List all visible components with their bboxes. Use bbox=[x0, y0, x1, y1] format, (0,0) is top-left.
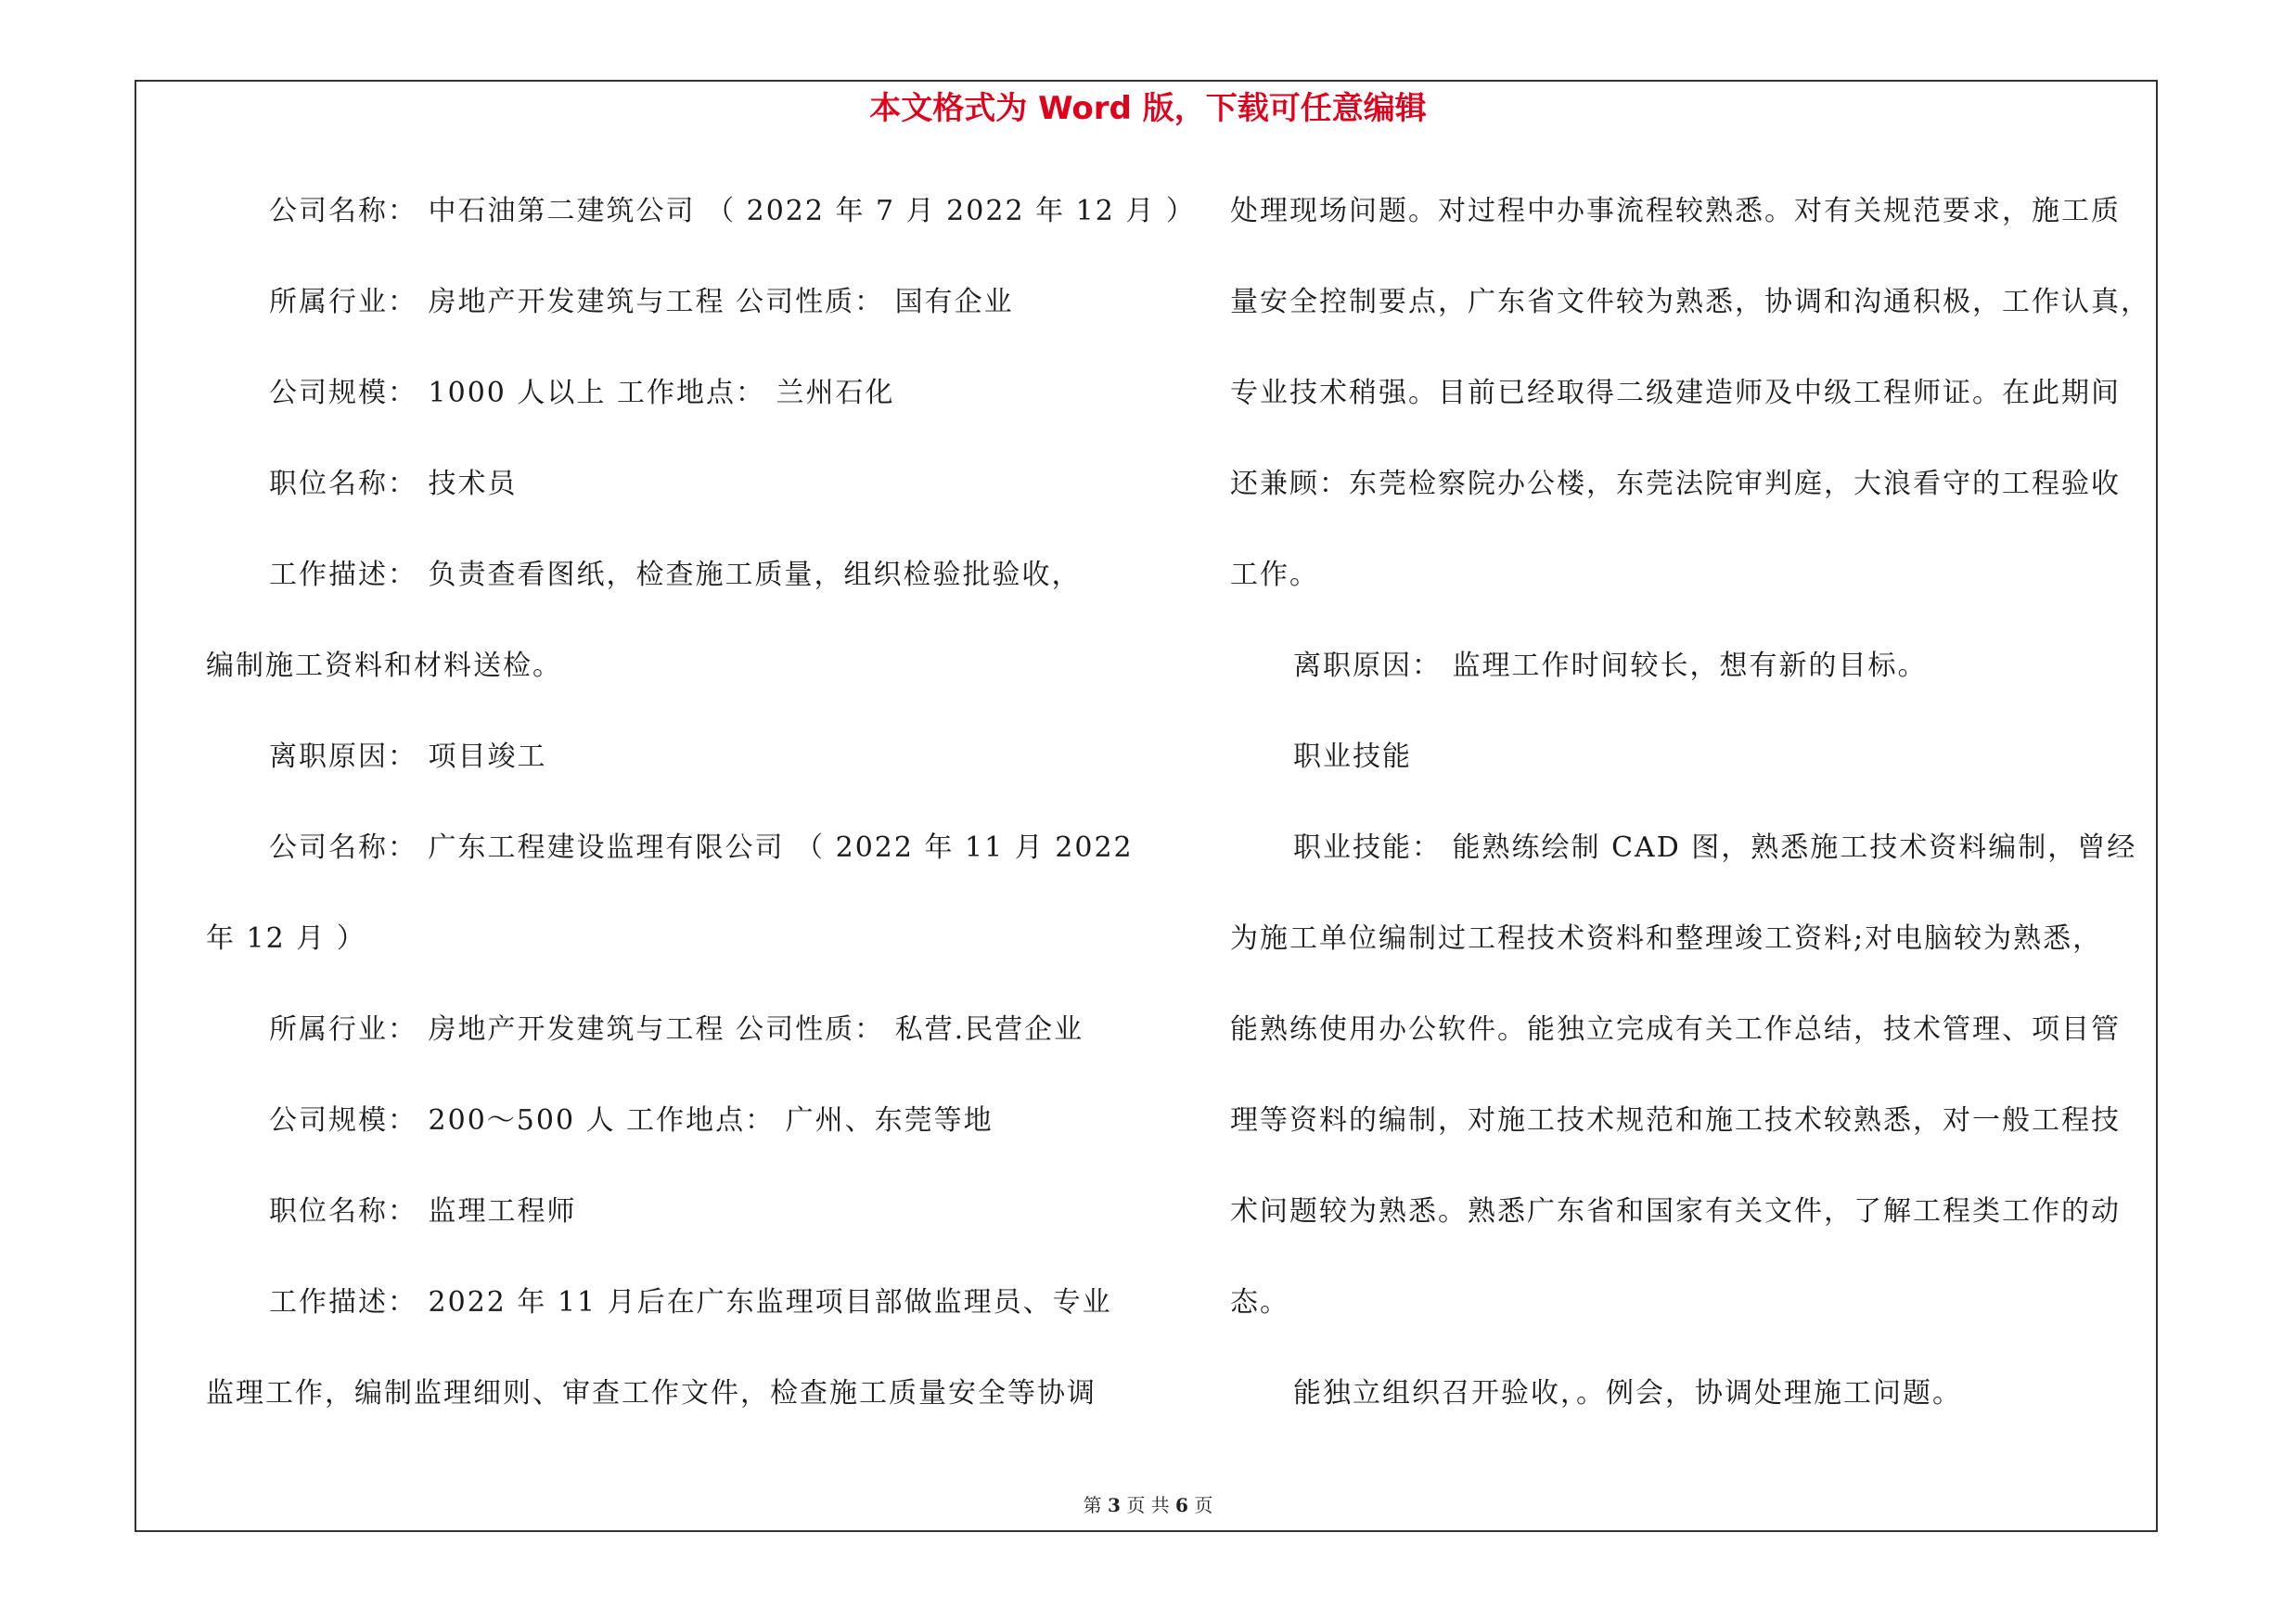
text-line: 所属行业： 房地产开发建筑与工程 公司性质： 国有企业 bbox=[269, 286, 1014, 318]
left-text-column bbox=[206, 186, 1196, 1459]
text-line: 工作。 bbox=[1230, 559, 1319, 591]
page-number-footer bbox=[0, 1490, 2296, 1517]
total-page-count: 6 bbox=[1175, 1494, 1188, 1516]
text-line: 处理现场问题。对过程中办事流程较熟悉。对有关规范要求，施工质 bbox=[1230, 195, 2121, 227]
text-line: 职业技能 bbox=[1293, 741, 1412, 773]
text-line: 监理工作，编制监理细则、审查工作文件，检查施工质量安全等协调 bbox=[206, 1377, 1097, 1410]
text-line: 编制施工资料和材料送检。 bbox=[206, 650, 562, 682]
text-line: 离职原因： 项目竣工 bbox=[269, 741, 547, 773]
current-page-number: 3 bbox=[1108, 1494, 1121, 1516]
footer-prefix: 第 bbox=[1083, 1494, 1102, 1516]
format-notice-banner: 本文格式为 Word 版，下载可任意编辑 bbox=[869, 90, 1427, 127]
text-line: 公司规模： 1000 人以上 工作地点： 兰州石化 bbox=[269, 377, 895, 409]
text-line: 职业技能： 能熟练绘制 CAD 图，熟悉施工技术资料编制，曾经 bbox=[1293, 831, 2137, 864]
text-line: 理等资料的编制，对施工技术规范和施工技术较熟悉，对一般工程技 bbox=[1230, 1104, 2121, 1137]
text-line: 年 12 月 ） bbox=[206, 922, 366, 955]
right-text-column bbox=[1230, 186, 2158, 1459]
footer-suffix: 页 bbox=[1194, 1494, 1213, 1516]
text-line: 能独立组织召开验收，。例会，协调处理施工问题。 bbox=[1293, 1377, 1962, 1410]
text-line: 职位名称： 监理工程师 bbox=[269, 1195, 577, 1228]
text-line: 术问题较为熟悉。熟悉广东省和国家有关文件，了解工程类工作的动 bbox=[1230, 1195, 2121, 1228]
text-line: 工作描述： 负责查看图纸，检查施工质量，组织检验批验收， bbox=[269, 559, 1082, 591]
text-line: 能熟练使用办公软件。能独立完成有关工作总结，技术管理、项目管 bbox=[1230, 1013, 2121, 1046]
text-line: 职位名称： 技术员 bbox=[269, 468, 518, 500]
text-line: 公司名称： 中石油第二建筑公司 （ 2022 年 7 月 2022 年 12 月 ） bbox=[269, 195, 1196, 227]
text-line: 量安全控制要点，广东省文件较为熟悉，协调和沟通积极，工作认真， bbox=[1230, 286, 2150, 318]
text-line: 离职原因： 监理工作时间较长，想有新的目标。 bbox=[1293, 650, 1928, 682]
text-line: 公司名称： 广东工程建设监理有限公司 （ 2022 年 11 月 2022 bbox=[269, 831, 1134, 864]
footer-middle: 页 共 bbox=[1126, 1494, 1170, 1516]
text-line: 还兼顾：东莞检察院办公楼，东莞法院审判庭，大浪看守的工程验收 bbox=[1230, 468, 2121, 500]
text-line: 公司规模： 200～500 人 工作地点： 广州、东莞等地 bbox=[269, 1104, 994, 1137]
text-line: 为施工单位编制过工程技术资料和整理竣工资料;对电脑较为熟悉， bbox=[1230, 922, 2103, 955]
text-line: 工作描述： 2022 年 11 月后在广东监理项目部做监理员、专业 bbox=[269, 1286, 1112, 1319]
text-line: 专业技术稍强。目前已经取得二级建造师及中级工程师证。在此期间 bbox=[1230, 377, 2121, 409]
text-line: 态。 bbox=[1230, 1286, 1289, 1319]
text-line: 所属行业： 房地产开发建筑与工程 公司性质： 私营.民营企业 bbox=[269, 1013, 1084, 1046]
